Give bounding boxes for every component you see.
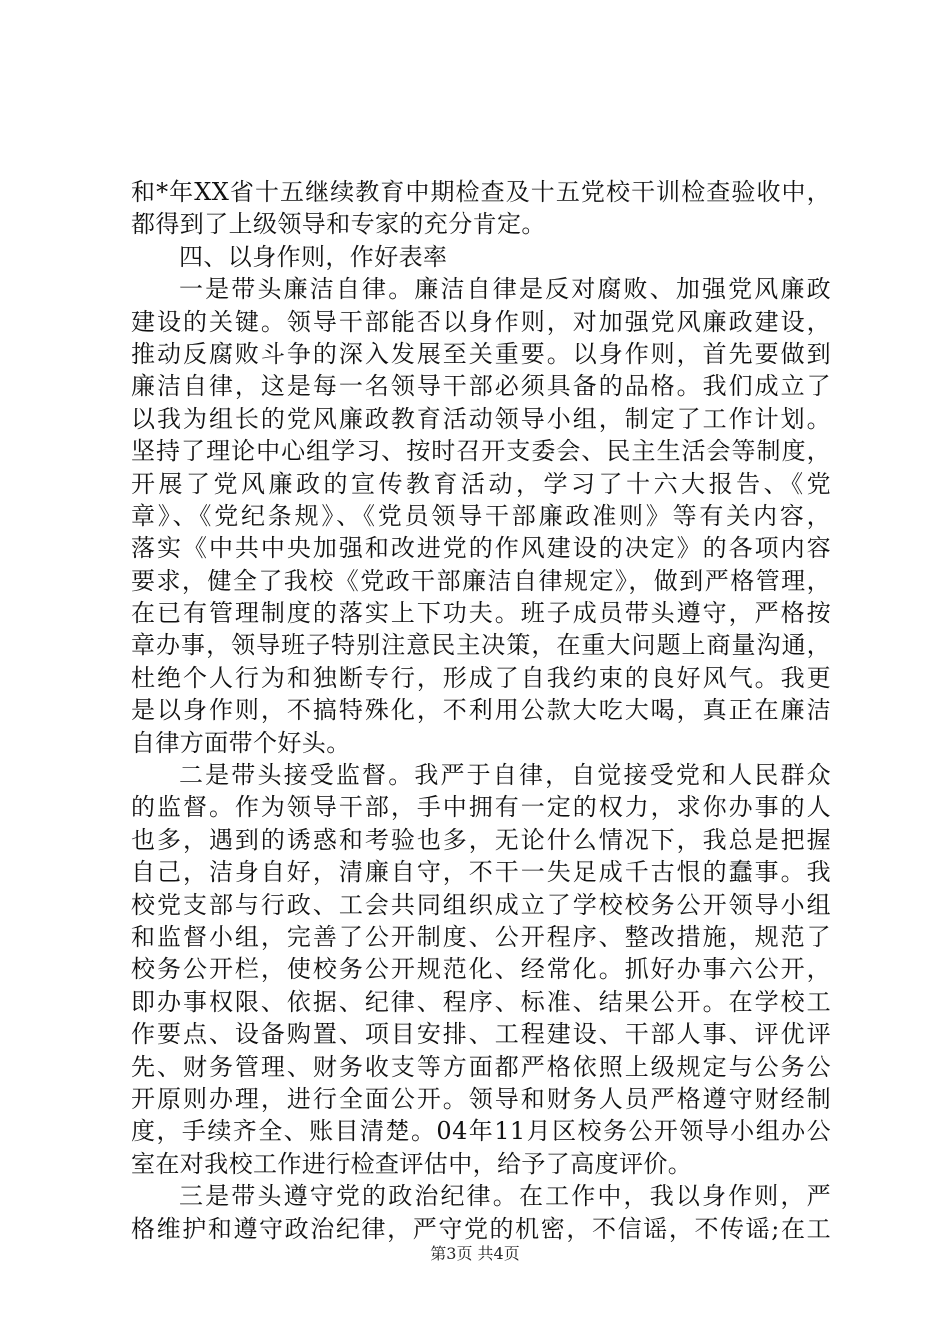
text-line: 要求，健全了我校《党政干部廉洁自律规定》，做到严格管理，	[131, 566, 831, 595]
text-line: 度，手续齐全、账目清楚。04年11月区校务公开领导小组办公	[131, 1117, 831, 1146]
text-line: 四、以身作则，作好表率	[179, 242, 448, 271]
text-line: 章办事，领导班子特别注意民主决策，在重大问题上商量沟通，	[131, 631, 831, 660]
text-line: 室在对我校工作进行检查评估中，给予了高度评价。	[131, 1149, 693, 1178]
text-line: 和监督小组，完善了公开制度、公开程序、整改措施，规范了	[131, 922, 831, 951]
text-line: 开展了党风廉政的宣传教育活动，学习了十六大报告、《党	[131, 469, 831, 498]
page-footer: 第3页 共4页	[430, 1244, 520, 1263]
text-line: 作要点、设备购置、项目安排、工程建设、干部人事、评优评	[131, 1020, 831, 1049]
text-line: 即办事权限、依据、纪律、程序、标准、结果公开。在学校工	[131, 987, 831, 1016]
text-line: 杜绝个人行为和独断专行，形成了自我约束的良好风气。我更	[131, 663, 831, 692]
text-line: 开原则办理，进行全面公开。领导和财务人员严格遵守财经制	[131, 1084, 831, 1113]
text-line: 一是带头廉洁自律。廉洁自律是反对腐败、加强党风廉政	[179, 275, 831, 304]
text-line: 坚持了理论中心组学习、按时召开支委会、民主生活会等制度，	[131, 437, 831, 466]
text-line: 推动反腐败斗争的深入发展至关重要。以身作则，首先要做到	[131, 339, 831, 368]
text-line: 廉洁自律，这是每一名领导干部必须具备的品格。我们成立了	[131, 372, 831, 401]
text-line: 自律方面带个好头。	[131, 728, 351, 757]
text-line: 格维护和遵守政治纪律，严守党的机密，不信谣，不传谣;在工	[131, 1214, 831, 1243]
text-line: 章》、《党纪条规》、《党员领导干部廉政准则》等有关内容，	[131, 501, 831, 530]
text-line: 和*年XX省十五继续教育中期检查及十五党校干训检查验收中，	[131, 178, 831, 206]
text-line: 在已有管理制度的落实上下功夫。班子成员带头遵守，严格按	[131, 599, 831, 628]
text-line: 三是带头遵守党的政治纪律。在工作中，我以身作则，严	[179, 1182, 831, 1211]
text-line: 建设的关键。领导干部能否以身作则，对加强党风廉政建设，	[131, 307, 831, 336]
text-line: 校党支部与行政、工会共同组织成立了学校校务公开领导小组	[131, 890, 831, 919]
text-line: 校务公开栏，使校务公开规范化、经常化。抓好办事六公开，	[131, 955, 831, 984]
text-line: 二是带头接受监督。我严于自律，自觉接受党和人民群众	[179, 761, 831, 790]
text-line: 落实《中共中央加强和改进党的作风建设的决定》的各项内容	[131, 534, 831, 563]
body-text	[131, 176, 831, 1245]
text-line: 也多，遇到的诱惑和考验也多，无论什么情况下，我总是把握	[131, 825, 831, 854]
text-line: 是以身作则，不搞特殊化，不利用公款大吃大喝，真正在廉洁	[131, 696, 831, 725]
text-line: 自己，洁身自好，清廉自守，不干一失足成千古恨的蠢事。我	[131, 858, 831, 887]
text-line: 以我为组长的党风廉政教育活动领导小组，制定了工作计划。	[131, 404, 831, 433]
text-line: 先、财务管理、财务收支等方面都严格依照上级规定与公务公	[131, 1052, 831, 1081]
text-line: 都得到了上级领导和专家的充分肯定。	[131, 210, 546, 239]
text-line: 的监督。作为领导干部，手中拥有一定的权力，求你办事的人	[131, 793, 831, 822]
